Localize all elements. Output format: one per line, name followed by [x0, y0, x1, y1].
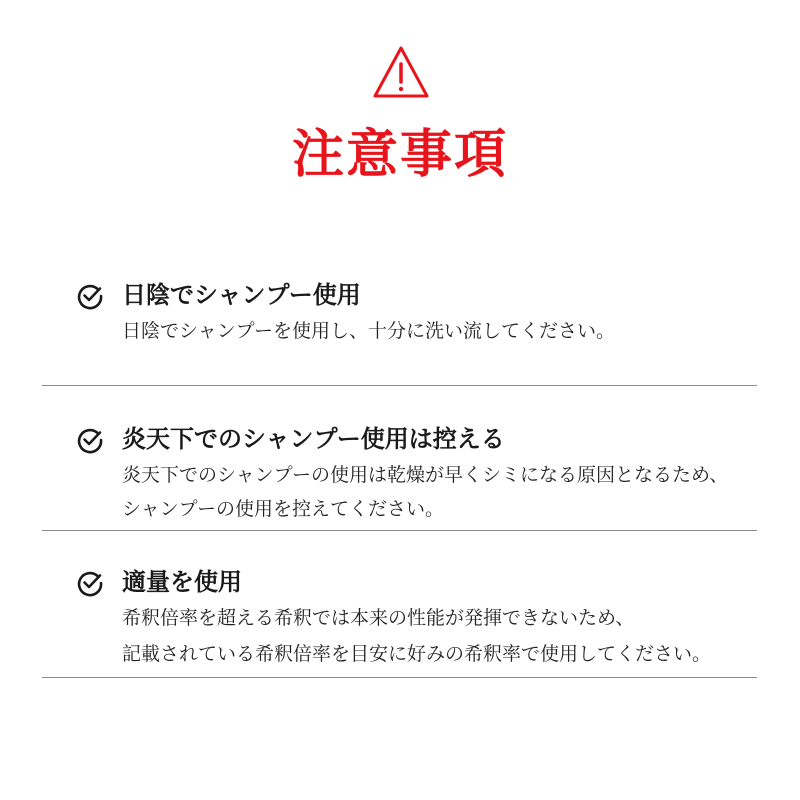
divider [42, 385, 757, 386]
item-description-line: 記載されている希釈倍率を目安に好みの希釈率で使用してください。 [122, 643, 712, 665]
check-circle-icon [76, 569, 104, 597]
item-heading: 適量を使用 [122, 568, 242, 596]
item-description-line: シャンプーの使用を控えてください。 [122, 498, 445, 520]
check-circle-icon [76, 426, 104, 454]
item-description-line: 日陰でシャンプーを使用し、十分に洗い流してください。 [122, 320, 616, 342]
warning-triangle-icon [371, 44, 431, 100]
item-heading: 炎天下でのシャンプー使用は控える [122, 425, 505, 453]
check-circle-icon [76, 282, 104, 310]
divider [42, 677, 757, 678]
item-description-line: 炎天下でのシャンプーの使用は乾燥が早くシミになる原因となるため、 [122, 464, 729, 486]
item-heading: 日陰でシャンプー使用 [122, 281, 361, 309]
divider [42, 530, 757, 531]
page-title: 注意事項 [291, 125, 508, 185]
item-description-line: 希釈倍率を超える希釈では本来の性能が発揮できないため、 [122, 607, 635, 629]
